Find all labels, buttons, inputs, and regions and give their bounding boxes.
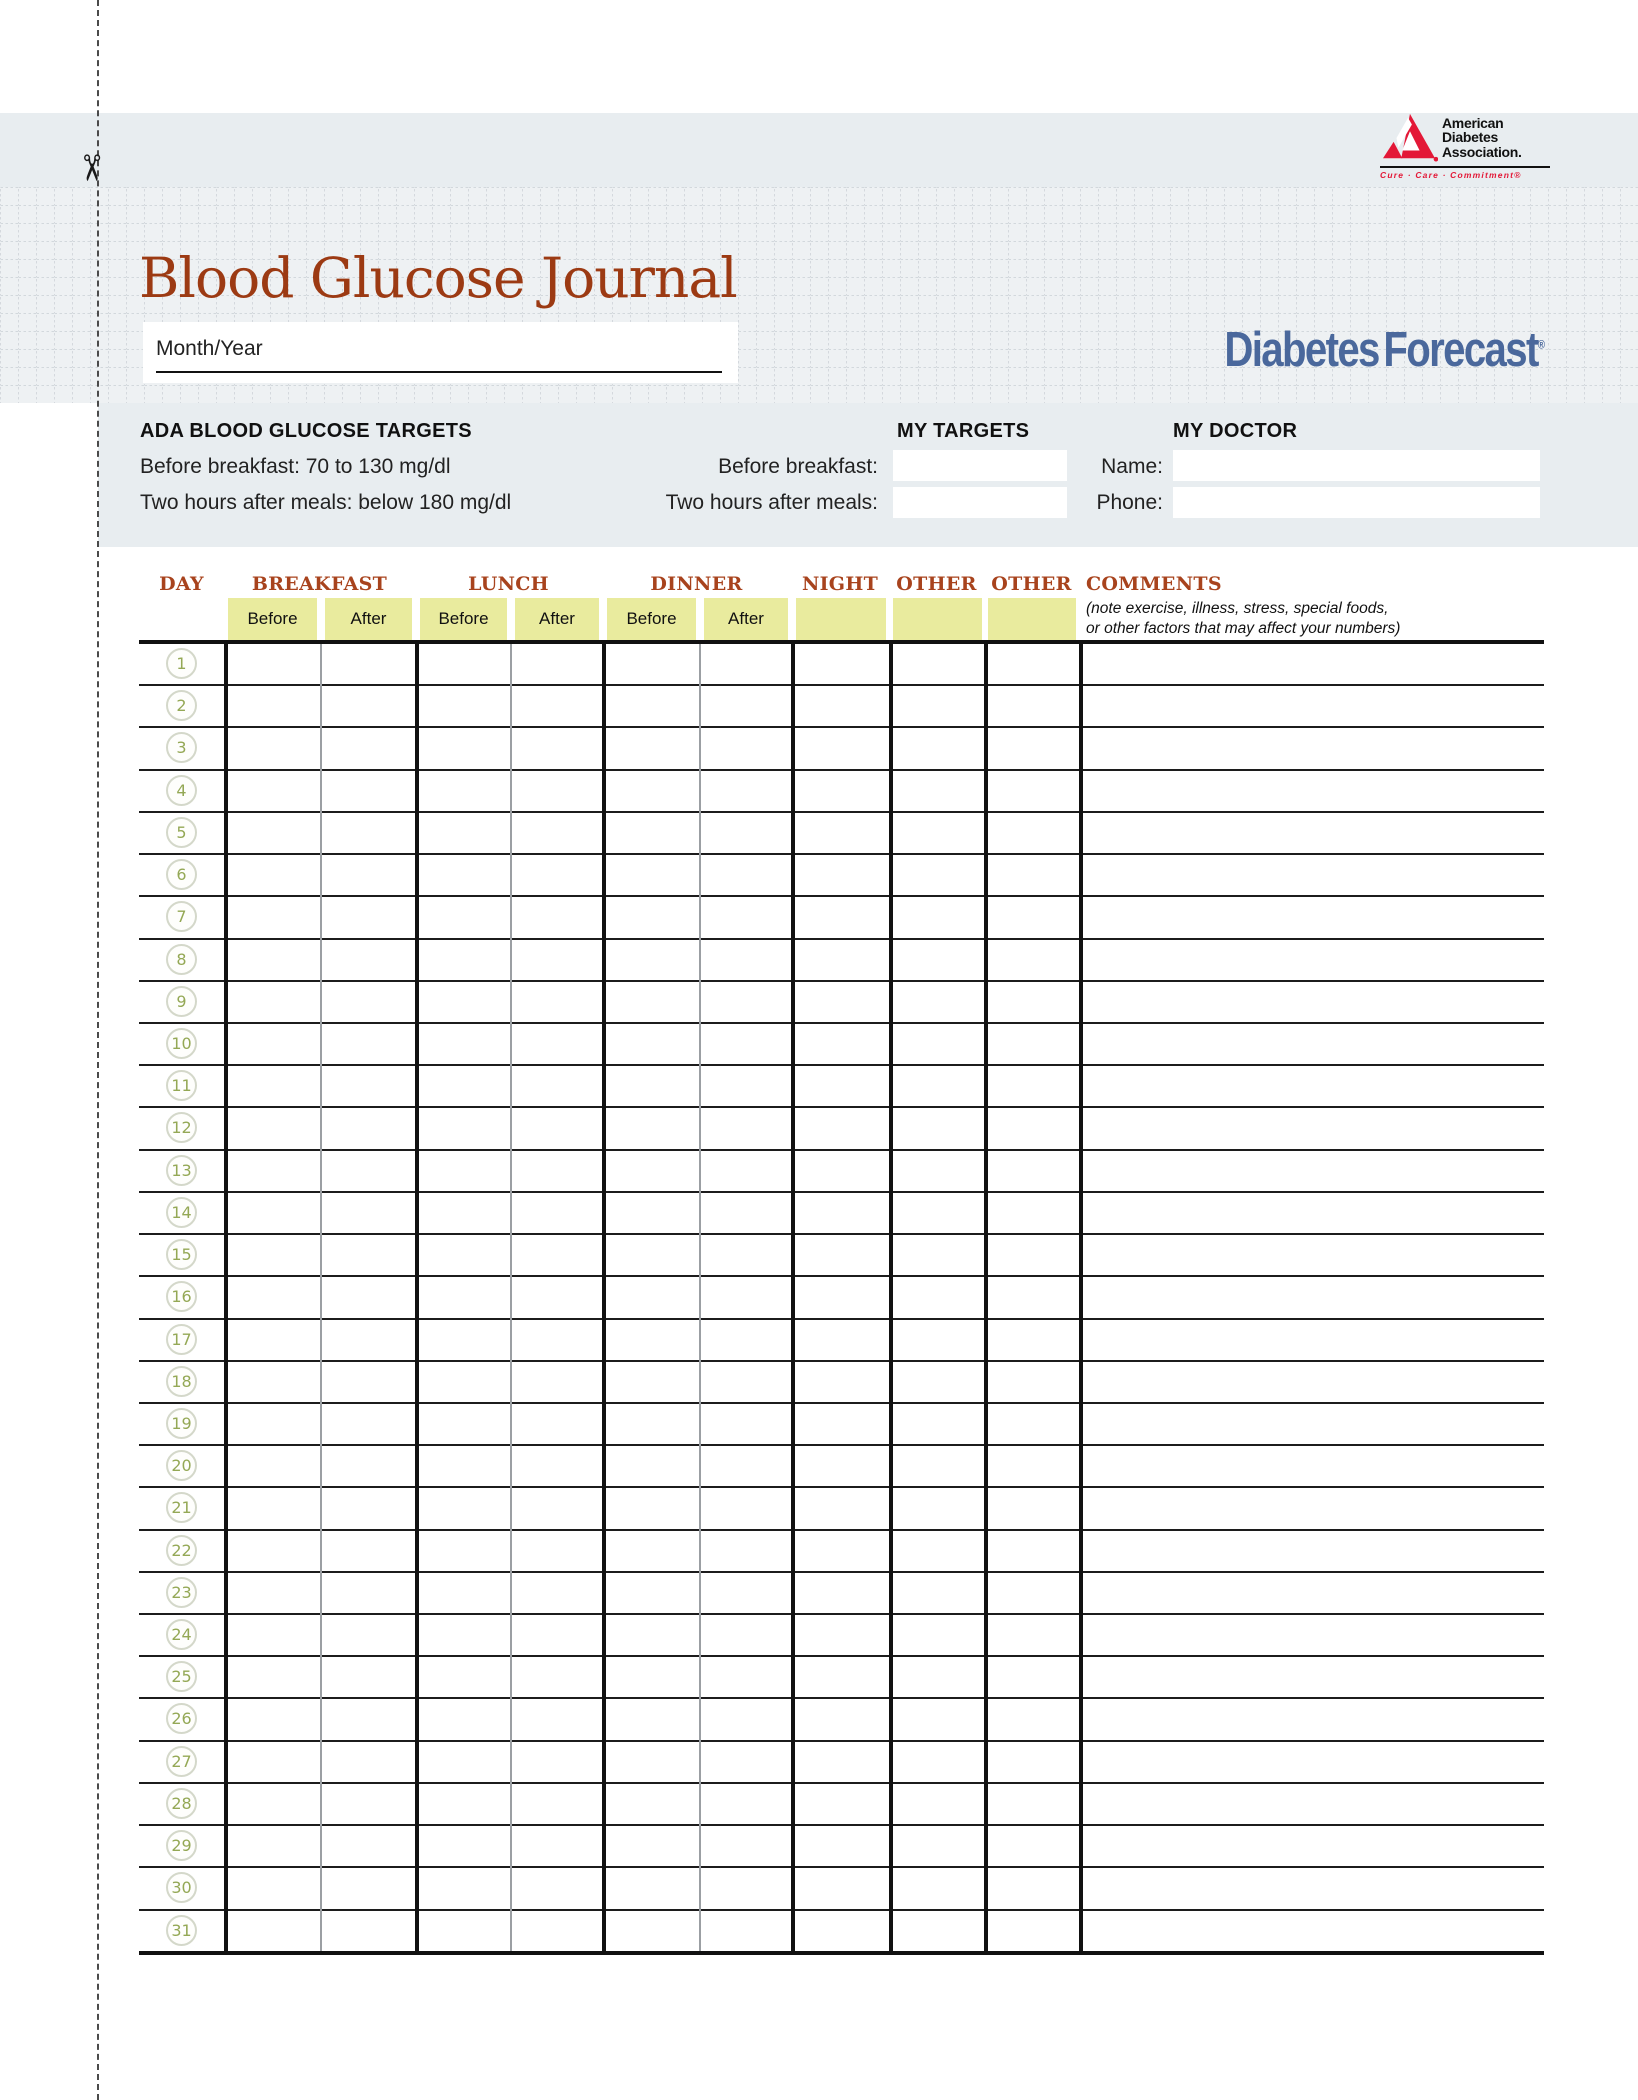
table-row: [139, 938, 1544, 980]
day-number-badge: 13: [166, 1155, 197, 1186]
table-rows: [139, 644, 1544, 1951]
table-row: [139, 644, 1544, 684]
diabetes-forecast-logo-text: Diabetes Forecast: [1224, 323, 1538, 377]
table-row: [139, 1613, 1544, 1655]
comments-note-line2: or other factors that may affect your numbers): [1086, 620, 1401, 638]
table-row: [139, 853, 1544, 895]
col-header-comments: COMMENTS: [1086, 573, 1222, 595]
ada-logo-line2: Diabetes: [1442, 129, 1498, 146]
subheader-dinner-before: Before: [607, 598, 696, 640]
table-row: [139, 1529, 1544, 1571]
day-number-badge: 4: [166, 775, 197, 806]
month-year-writing-line[interactable]: [156, 371, 722, 373]
table-row: [139, 1655, 1544, 1697]
table-row: [139, 1402, 1544, 1444]
day-number-badge: 3: [166, 732, 197, 763]
day-number-badge: 24: [166, 1619, 197, 1650]
day-number-badge: 19: [166, 1408, 197, 1439]
doctor-name-label: Name:: [1101, 455, 1163, 478]
day-number-badge: 9: [166, 986, 197, 1017]
day-number-badge: 30: [166, 1872, 197, 1903]
col-header-breakfast: BREAKFAST: [251, 573, 388, 595]
table-row: [139, 1697, 1544, 1739]
table-row: [139, 1444, 1544, 1486]
table-row: [139, 1275, 1544, 1317]
day-number-badge: 23: [166, 1577, 197, 1608]
col-header-other1: OTHER: [896, 573, 977, 595]
day-number-badge: 18: [166, 1366, 197, 1397]
table-row: [139, 1909, 1544, 1951]
ada-targets-heading: ADA BLOOD GLUCOSE TARGETS: [140, 420, 472, 442]
day-number-badge: 2: [166, 690, 197, 721]
col-header-lunch: LUNCH: [468, 573, 549, 595]
doctor-phone-label: Phone:: [1096, 491, 1163, 514]
table-row: [139, 1318, 1544, 1360]
day-number-badge: 11: [166, 1070, 197, 1101]
day-number-badge: 15: [166, 1239, 197, 1270]
subheader-lunch-after: After: [515, 598, 599, 640]
comments-note-line1: (note exercise, illness, stress, special foods,: [1086, 600, 1389, 617]
table-row: [139, 1360, 1544, 1402]
subheader-other1: [893, 598, 982, 640]
page-title: Blood Glucose Journal: [139, 246, 737, 310]
subheader-other2: [988, 598, 1076, 640]
day-number-badge: 29: [166, 1830, 197, 1861]
day-number-badge: 8: [166, 944, 197, 975]
month-year-label: Month/Year: [156, 337, 263, 360]
table-row: [139, 1782, 1544, 1824]
table-row: [139, 811, 1544, 853]
subheader-lunch-before: Before: [420, 598, 507, 640]
day-number-badge: 28: [166, 1788, 197, 1819]
ada-logo-line3: Association.: [1442, 143, 1522, 160]
table-row: [139, 980, 1544, 1022]
table-row: [139, 1106, 1544, 1148]
doctor-phone-input[interactable]: [1173, 487, 1540, 518]
ada-logo-tagline: Cure · Care · Commitment®: [1380, 166, 1550, 180]
day-number-badge: 12: [166, 1112, 197, 1143]
day-number-badge: 7: [166, 901, 197, 932]
dashed-cut-line: [97, 0, 99, 2100]
col-header-night: NIGHT: [801, 573, 879, 595]
my-doctor-heading: MY DOCTOR: [1173, 420, 1298, 442]
journal-table: [139, 640, 1544, 1955]
table-row: [139, 1233, 1544, 1275]
table-row: [139, 1486, 1544, 1528]
day-number-badge: 20: [166, 1450, 197, 1481]
ada-target-before-breakfast: Before breakfast: 70 to 130 mg/dl: [140, 455, 451, 478]
col-header-other2: OTHER: [991, 573, 1072, 595]
day-number-badge: 22: [166, 1535, 197, 1566]
scissors-icon: ✂: [71, 152, 113, 184]
col-header-dinner: DINNER: [650, 573, 743, 595]
table-row: [139, 1022, 1544, 1064]
comments-note: [1086, 599, 1400, 639]
subheader-breakfast-before: Before: [228, 598, 317, 640]
day-number-badge: 17: [166, 1324, 197, 1355]
ada-target-after-meals: Two hours after meals: below 180 mg/dl: [140, 491, 512, 514]
ada-logo: [1380, 112, 1550, 180]
table-row: [139, 1866, 1544, 1908]
my-targets-heading: MY TARGETS: [897, 420, 1030, 442]
col-header-day: DAY: [159, 573, 204, 595]
table-row: [139, 1191, 1544, 1233]
doctor-name-input[interactable]: [1173, 450, 1540, 481]
table-row: [139, 684, 1544, 726]
month-year-field[interactable]: [143, 322, 738, 383]
day-number-badge: 10: [166, 1028, 197, 1059]
table-row: [139, 1149, 1544, 1191]
day-number-badge: 27: [166, 1746, 197, 1777]
day-number-badge: 25: [166, 1661, 197, 1692]
table-row: [139, 895, 1544, 937]
day-number-badge: 5: [166, 817, 197, 848]
day-number-badge: 26: [166, 1703, 197, 1734]
subheader-night: [796, 598, 886, 640]
subheader-breakfast-after: After: [325, 598, 412, 640]
ada-triangle-icon: [1380, 112, 1438, 164]
table-row: [139, 1740, 1544, 1782]
day-number-badge: 31: [166, 1915, 197, 1946]
table-row: [139, 1824, 1544, 1866]
ada-logo-line1: American: [1442, 115, 1504, 131]
diabetes-forecast-logo: [1224, 322, 1545, 378]
ada-logo-text: [1442, 116, 1522, 159]
table-row: [139, 769, 1544, 811]
registered-mark: ®: [1537, 337, 1545, 352]
day-number-badge: 6: [166, 859, 197, 890]
before-breakfast-label: Before breakfast:: [718, 455, 878, 478]
after-meals-label: Two hours after meals:: [665, 491, 878, 514]
table-row: [139, 726, 1544, 768]
table-row: [139, 1064, 1544, 1106]
day-number-badge: 16: [166, 1281, 197, 1312]
day-number-badge: 1: [166, 648, 197, 679]
day-number-badge: 21: [166, 1492, 197, 1523]
table-row: [139, 1571, 1544, 1613]
day-number-badge: 14: [166, 1197, 197, 1228]
subheader-dinner-after: After: [704, 598, 788, 640]
